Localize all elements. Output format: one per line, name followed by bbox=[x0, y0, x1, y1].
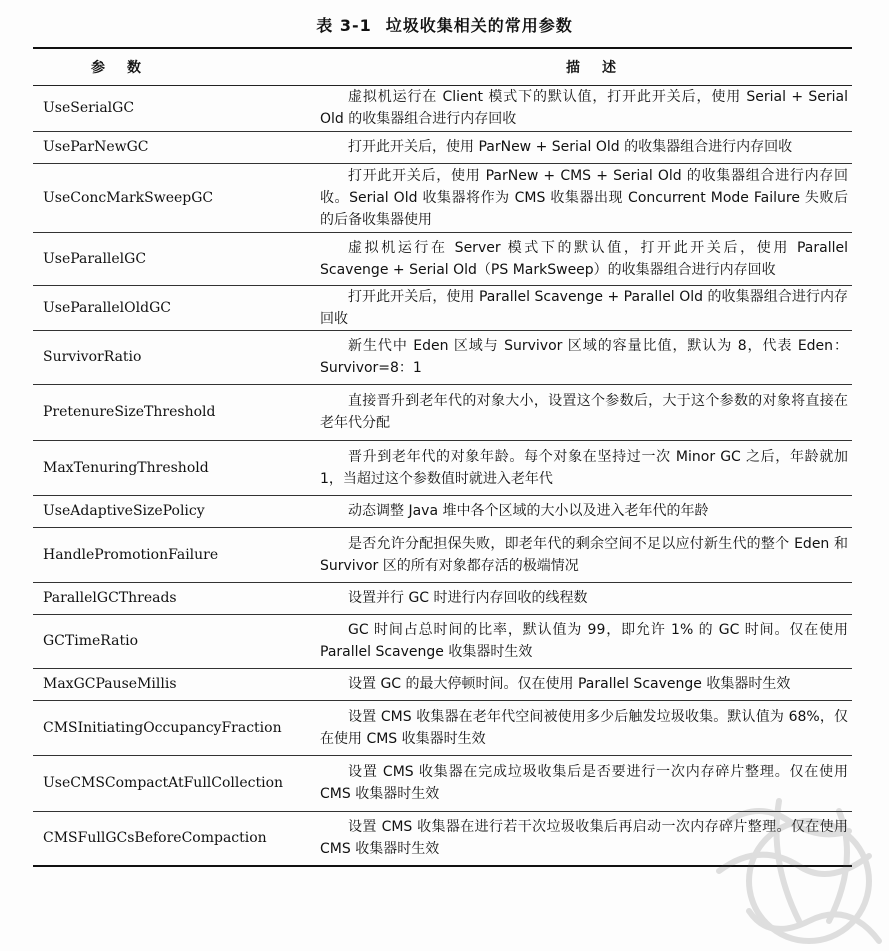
param-description-cell bbox=[308, 285, 852, 330]
param-description-cell bbox=[308, 582, 852, 614]
param-description-text: 打开此开关后，使用 ParNew + Serial Old 的收集器组合进行内存回收 bbox=[348, 139, 793, 155]
param-name-cell: MaxTenuringThreshold bbox=[33, 440, 308, 495]
param-description-cell bbox=[308, 384, 852, 440]
table-row bbox=[33, 495, 852, 527]
param-description-cell bbox=[308, 163, 852, 232]
table-caption bbox=[0, 13, 889, 36]
param-name-cell: HandlePromotionFailure bbox=[33, 527, 308, 582]
param-name-cell: CMSInitiatingOccupancyFraction bbox=[33, 700, 308, 755]
table-row bbox=[33, 384, 852, 440]
param-description-text: 设置并行 GC 时进行内存回收的线程数 bbox=[348, 590, 588, 606]
param-description-text: 动态调整 Java 堆中各个区域的大小以及进入老年代的年龄 bbox=[348, 503, 709, 519]
param-description-cell bbox=[308, 527, 852, 582]
param-description-cell bbox=[308, 85, 852, 131]
param-name-cell: UseCMSCompactAtFullCollection bbox=[33, 755, 308, 811]
param-name-cell: GCTimeRatio bbox=[33, 614, 308, 668]
param-description-text: 晋升到老年代的对象年龄。每个对象在坚持过一次 Minor GC 之后，年龄就加 1，当超过这个参数值时就进入老年代 bbox=[320, 448, 848, 487]
table-row bbox=[33, 232, 852, 285]
table-row bbox=[33, 330, 852, 384]
table-row bbox=[33, 668, 852, 700]
param-name-cell: UseParNewGC bbox=[33, 131, 308, 163]
table-row bbox=[33, 163, 852, 232]
param-description-cell bbox=[308, 668, 852, 700]
header-param: 参数 bbox=[33, 48, 308, 85]
param-description-text: 打开此开关后，使用 ParNew + CMS + Serial Old 的收集器组合进行内存回收。Serial Old 收集器将作为 CMS 收集器出现 Concurrent Mode Failure 失败后的后备收集器使用 bbox=[320, 167, 848, 228]
param-description-cell bbox=[308, 614, 852, 668]
param-name-cell: UseParallelGC bbox=[33, 232, 308, 285]
header-desc: 描述 bbox=[308, 48, 852, 85]
param-description-text: 是否允许分配担保失败，即老年代的剩余空间不足以应付新生代的整个 Eden 和 Survivor 区的所有对象都存活的极端情况 bbox=[320, 535, 848, 574]
table-row bbox=[33, 440, 852, 495]
table-row bbox=[33, 700, 852, 755]
param-description-text: 设置 CMS 收集器在进行若干次垃圾收集后再启动一次内存碎片整理。仅在使用 CMS 收集器时生效 bbox=[320, 819, 848, 858]
table-row bbox=[33, 285, 852, 330]
param-description-text: 新生代中 Eden 区域与 Survivor 区域的容量比值，默认为 8，代表 Eden：Survivor=8：1 bbox=[320, 338, 848, 376]
param-name-cell: ParallelGCThreads bbox=[33, 582, 308, 614]
table-title: 垃圾收集相关的常用参数 bbox=[385, 16, 573, 35]
param-name-cell: UseParallelOldGC bbox=[33, 285, 308, 330]
param-description-text: 设置 CMS 收集器在完成垃圾收集后是否要进行一次内存碎片整理。仅在使用 CMS 收集器时生效 bbox=[320, 764, 848, 802]
table-header-row bbox=[33, 48, 852, 85]
param-description-text: 虚拟机运行在 Server 模式下的默认值，打开此开关后，使用 Parallel Scavenge + Serial Old（PS MarkSweep）的收集器组合进行内存回收 bbox=[320, 239, 848, 278]
param-name-cell: UseSerialGC bbox=[33, 85, 308, 131]
table-row bbox=[33, 527, 852, 582]
param-name-cell: UseAdaptiveSizePolicy bbox=[33, 495, 308, 527]
table-number: 表 3-1 bbox=[316, 16, 372, 35]
table-row bbox=[33, 85, 852, 131]
param-description-text: 直接晋升到老年代的对象大小，设置这个参数后，大于这个参数的对象将直接在老年代分配 bbox=[320, 393, 848, 431]
param-name-cell: CMSFullGCsBeforeCompaction bbox=[33, 811, 308, 866]
param-description-text: 打开此开关后，使用 Parallel Scavenge + Parallel Old 的收集器组合进行内存回收 bbox=[320, 288, 848, 327]
param-name-cell: MaxGCPauseMillis bbox=[33, 668, 308, 700]
parameters-table bbox=[33, 47, 852, 867]
param-description-text: 虚拟机运行在 Client 模式下的默认值，打开此开关后，使用 Serial + Serial Old 的收集器组合进行内存回收 bbox=[320, 89, 848, 127]
param-description-cell bbox=[308, 131, 852, 163]
param-description-cell bbox=[308, 330, 852, 384]
param-name-cell: PretenureSizeThreshold bbox=[33, 384, 308, 440]
param-description-cell bbox=[308, 440, 852, 495]
param-description-text: GC 时间占总时间的比率，默认值为 99，即允许 1% 的 GC 时间。仅在使用 Parallel Scavenge 收集器时生效 bbox=[320, 622, 848, 660]
param-name-cell: UseConcMarkSweepGC bbox=[33, 163, 308, 232]
param-name-cell: SurvivorRatio bbox=[33, 330, 308, 384]
param-description-cell bbox=[308, 700, 852, 755]
table-row bbox=[33, 131, 852, 163]
param-description-cell bbox=[308, 232, 852, 285]
param-description-text: 设置 GC 的最大停顿时间。仅在使用 Parallel Scavenge 收集器时生效 bbox=[348, 676, 791, 692]
library-stamp-watermark bbox=[689, 761, 889, 951]
param-description-cell bbox=[308, 495, 852, 527]
param-description-text: 设置 CMS 收集器在老年代空间被使用多少后触发垃圾收集。默认值为 68%，仅在使用 CMS 收集器时生效 bbox=[320, 708, 848, 747]
table-row bbox=[33, 582, 852, 614]
table-row bbox=[33, 614, 852, 668]
